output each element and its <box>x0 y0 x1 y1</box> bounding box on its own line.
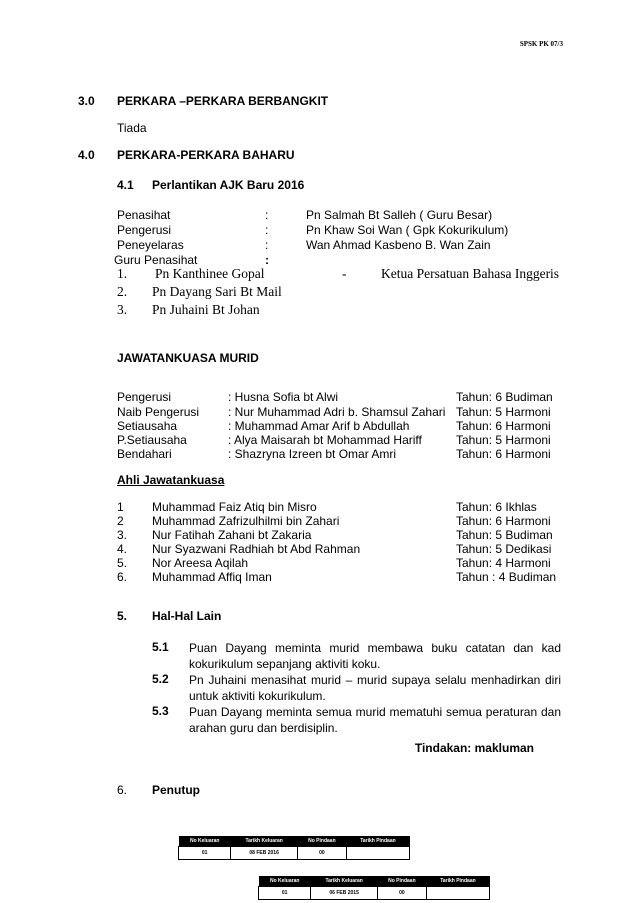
ahli-name: Nur Fatihah Zahani bt Zakaria <box>152 528 312 542</box>
murid-name: : Alya Maisarah bt Mohammad Hariff <box>228 433 422 447</box>
column-header: No Pindaan <box>377 876 426 887</box>
ahli-number: 4. <box>117 542 128 556</box>
murid-name: : Nur Muhammad Adri b. Shamsul Zahari <box>228 405 446 419</box>
ahli-name: Nor Areesa Aqilah <box>152 556 249 570</box>
item-5-1-text: Puan Dayang meminta murid membawa buku catatan dan kad kokurikulum sepanjang aktiviti koku. <box>189 641 561 671</box>
advisor-dash: - <box>342 266 347 281</box>
table-cell: 01 <box>179 847 231 860</box>
table-cell <box>426 887 489 900</box>
revision-table-secondary <box>258 876 490 900</box>
table-cell: 08 FEB 2016 <box>231 847 298 860</box>
column-header: Tarikh Keluaran <box>311 876 378 887</box>
ahli-year: Tahun: 6 Ikhlas <box>456 500 537 514</box>
murid-name: : Shazryna Izreen bt Omar Amri <box>228 447 397 461</box>
officer-name: Wan Ahmad Kasbeno B. Wan Zain <box>306 238 491 252</box>
section-4-1-title: Perlantikan AJK Baru 2016 <box>152 178 305 192</box>
officer-role: Peneyelaras <box>117 238 184 252</box>
murid-year: Tahun: 6 Harmoni <box>456 419 551 433</box>
table-cell <box>346 847 409 860</box>
murid-role: P.Setiausaha <box>117 433 187 447</box>
section-4-1-number: 4.1 <box>117 178 134 192</box>
ahli-name: Nur Syazwani Radhiah bt Abd Rahman <box>152 542 361 556</box>
ahli-year: Tahun: 5 Dedikasi <box>456 542 552 556</box>
table-cell: 00 <box>377 887 426 900</box>
murid-name: : Muhammad Amar Arif b Abdullah <box>228 419 410 433</box>
officer-role: Guru Penasihat <box>114 253 198 267</box>
murid-role: Setiausaha <box>117 419 178 433</box>
column-header: No Keluaran <box>179 836 231 847</box>
ahli-year: Tahun: 5 Budiman <box>456 528 553 542</box>
advisor-note: Ketua Persatuan Bahasa Inggeris <box>381 266 560 281</box>
ahli-number: 2 <box>117 514 124 528</box>
section-3-number: 3.0 <box>78 94 95 108</box>
murid-role: Naib Pengerusi <box>117 405 200 419</box>
section-4-number: 4.0 <box>78 148 95 162</box>
ahli-name: Muhammad Zafrizulhilmi bin Zahari <box>152 514 340 528</box>
table-cell: 00 <box>297 847 346 860</box>
action-note: Tindakan: makluman <box>414 741 534 755</box>
officer-separator: : <box>265 238 269 252</box>
murid-name: : Husna Sofia bt Alwi <box>228 390 339 404</box>
section-3-title: PERKARA –PERKARA BERBANGKIT <box>117 94 329 108</box>
ahli-number: 1 <box>117 500 124 514</box>
item-5-2-number: 5.2 <box>152 672 169 686</box>
murid-committee-title: JAWATANKUASA MURID <box>117 351 259 365</box>
murid-year: Tahun: 5 Harmoni <box>456 433 551 447</box>
document-code: SPSK PK 07/3 <box>519 40 563 48</box>
section-5-number: 5. <box>117 609 128 623</box>
section-3-body: Tiada <box>117 121 147 135</box>
ahli-number: 5. <box>117 556 128 570</box>
advisor-number: 3. <box>117 302 128 317</box>
murid-year: Tahun: 6 Harmoni <box>456 447 551 461</box>
advisor-name: Pn Dayang Sari Bt Mail <box>152 284 282 299</box>
murid-year: Tahun: 6 Budiman <box>456 390 553 404</box>
ahli-year: Tahun: 6 Harmoni <box>456 514 551 528</box>
ahli-committee-title: Ahli Jawatankuasa <box>117 473 225 487</box>
column-header: Tarikh Keluaran <box>231 836 298 847</box>
item-5-3-text: Puan Dayang meminta semua murid mematuhi semua peraturan dan arahan guru dan berdisiplin. <box>189 705 561 735</box>
section-5-title: Hal-Hal Lain <box>152 609 222 623</box>
item-5-2-text: Pn Juhaini menasihat murid – murid supaya selalu menhadirkan diri untuk aktiviti kokurikulum. <box>189 673 561 703</box>
officer-separator: : <box>265 208 269 222</box>
ahli-number: 6. <box>117 570 128 584</box>
officer-name: Pn Khaw Soi Wan ( Gpk Kokurikulum) <box>306 223 509 237</box>
murid-role: Pengerusi <box>117 390 172 404</box>
officer-role: Penasihat <box>117 208 171 222</box>
officer-separator: : <box>265 223 269 237</box>
section-4-title: PERKARA-PERKARA BAHARU <box>117 148 295 162</box>
officer-role: Pengerusi <box>117 223 172 237</box>
item-5-1-number: 5.1 <box>152 640 169 654</box>
advisor-name: Pn Kanthinee Gopal <box>155 266 265 281</box>
revision-table-primary <box>178 836 410 860</box>
item-5-3-number: 5.3 <box>152 704 169 718</box>
ahli-name: Muhammad Affiq Iman <box>152 570 272 584</box>
table-cell: 01 <box>259 887 311 900</box>
column-header: No Keluaran <box>259 876 311 887</box>
officer-separator: : <box>265 253 269 267</box>
advisor-number: 1. <box>117 266 128 281</box>
table-cell: 06 FEB 2015 <box>311 887 378 900</box>
column-header: Tarikh Pindaan <box>346 836 409 847</box>
ahli-name: Muhammad Faiz Atiq bin Misro <box>152 500 317 514</box>
advisor-number: 2. <box>117 284 128 299</box>
section-6-title: Penutup <box>152 783 200 797</box>
murid-year: Tahun: 5 Harmoni <box>456 405 551 419</box>
section-6-number: 6. <box>117 783 128 797</box>
column-header: No Pindaan <box>297 836 346 847</box>
officer-name: Pn Salmah Bt Salleh ( Guru Besar) <box>306 208 493 222</box>
ahli-year: Tahun: 4 Harmoni <box>456 556 551 570</box>
murid-role: Bendahari <box>117 447 172 461</box>
advisor-name: Pn Juhaini Bt Johan <box>152 302 260 317</box>
ahli-number: 3. <box>117 528 128 542</box>
column-header: Tarikh Pindaan <box>426 876 489 887</box>
ahli-year: Tahun : 4 Budiman <box>456 570 557 584</box>
